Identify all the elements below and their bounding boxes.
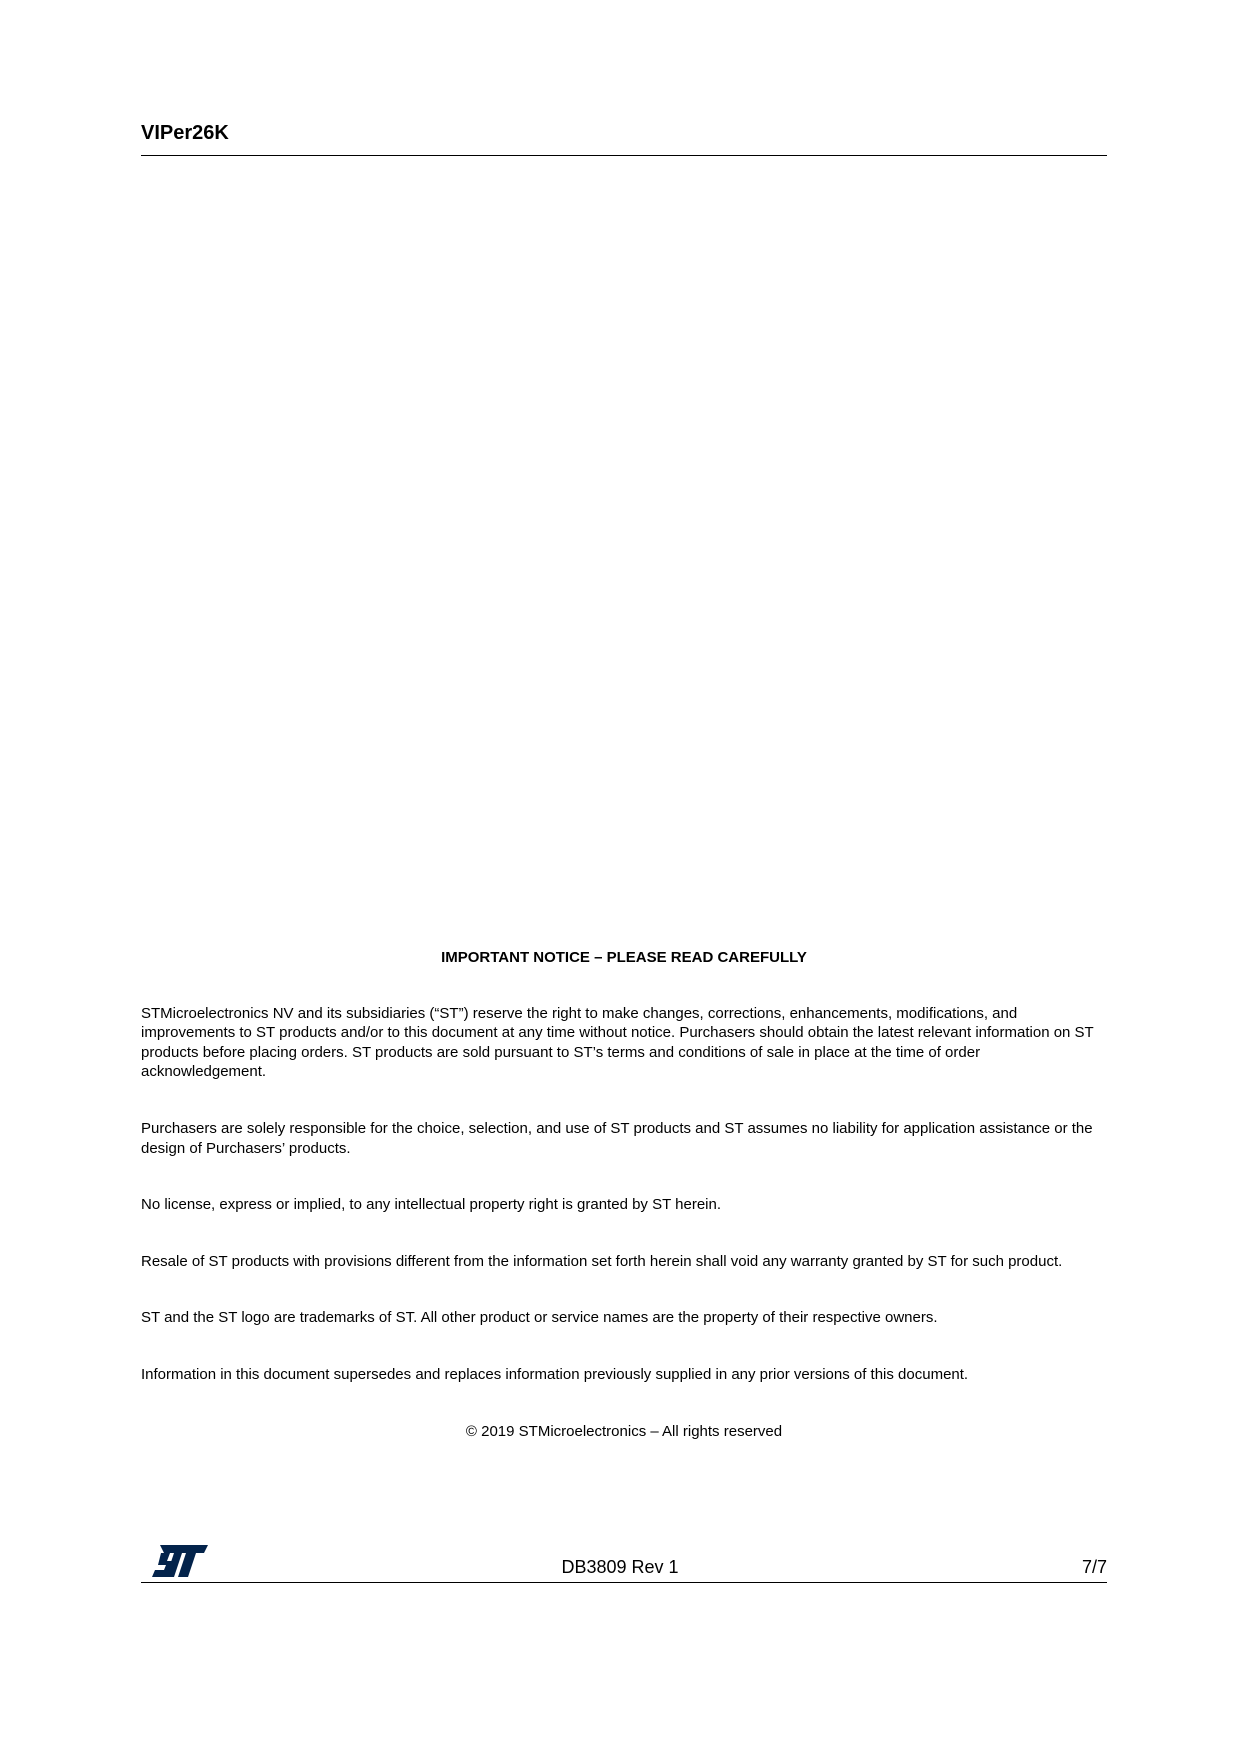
notice-paragraph: Information in this document supersedes and replaces information previously supplied in any prior versions of this document. xyxy=(141,1365,969,1383)
footer-divider xyxy=(141,1582,1107,1583)
copyright-line: © 2019 STMicroelectronics – All rights reserved xyxy=(465,1422,783,1440)
header-divider xyxy=(141,155,1107,156)
notice-paragraph: Resale of ST products with provisions different from the information set forth herein shall void any warranty granted by ST for such product. xyxy=(141,1252,1063,1270)
notice-paragraph: STMicroelectronics NV and its subsidiaries (“ST”) reserve the right to make changes, corrections, enhancements, modifications, and improvements to ST products and/or to this document at any time without notice. Purchasers should obtain the latest relevant information on ST products before placing orders. ST products are sold pursuant to ST’s terms and conditions of sale in place at the time of order acknowledgement. xyxy=(141,1004,1094,1081)
notice-paragraph: No license, express or implied, to any intellectual property right is granted by ST herein. xyxy=(141,1196,722,1214)
page-header-title: VIPer26K xyxy=(141,122,229,144)
notice-paragraph: Purchasers are solely responsible for the choice, selection, and use of ST products and ST assumes no liability for application assistance or the design of Purchasers’ products. xyxy=(141,1119,1093,1157)
page-number: 7/7 xyxy=(1081,1557,1107,1577)
notice-heading: IMPORTANT NOTICE – PLEASE READ CAREFULLY xyxy=(441,949,807,966)
important-notice xyxy=(141,948,1107,1441)
document-id: DB3809 Rev 1 xyxy=(561,1557,679,1577)
notice-paragraph: ST and the ST logo are trademarks of ST. All other product or service names are the property of their respective owners. xyxy=(141,1309,938,1327)
